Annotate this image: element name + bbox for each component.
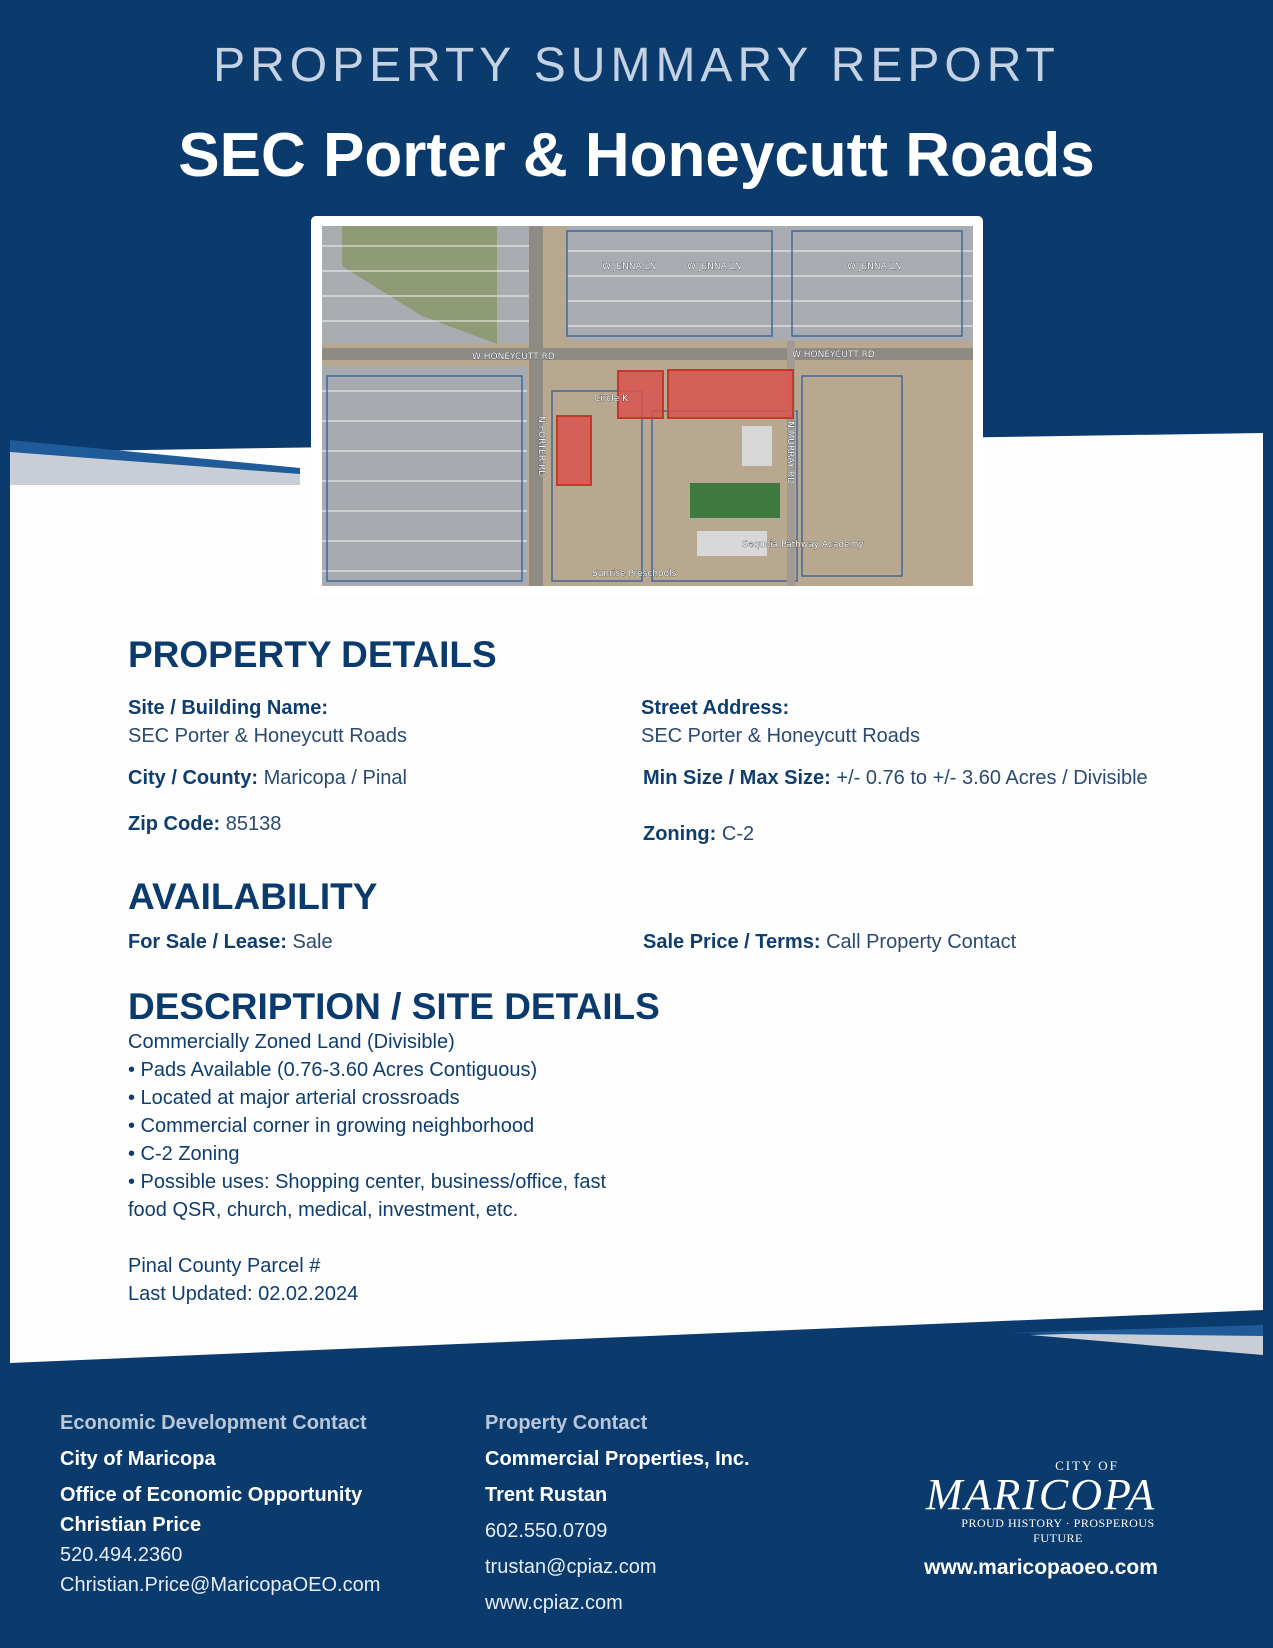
size-value: +/- 0.76 to +/- 3.60 Acres / Divisible — [836, 767, 1148, 789]
property-website-link[interactable]: www.cpiaz.com — [485, 1592, 623, 1614]
street-address-value: SEC Porter & Honeycutt Roads — [641, 725, 921, 747]
zoning-label: Zoning: — [643, 823, 717, 845]
zoning-value: C-2 — [721, 823, 755, 845]
property-email-link[interactable]: trustan@cpiaz.com — [485, 1556, 657, 1578]
sale-price-label: Sale Price / Terms: — [643, 931, 821, 953]
sale-price-field — [643, 928, 1178, 956]
property-title: SEC Porter & Honeycutt Roads — [178, 121, 1095, 190]
property-contact-block — [485, 1408, 845, 1618]
econ-phone[interactable]: 520.494.2360 — [60, 1544, 183, 1566]
city-county-label: City / County: — [128, 767, 258, 789]
zip-value: 85138 — [225, 813, 282, 835]
map-label-honeycutt-west: W HONEYCUTT RD — [472, 352, 555, 362]
aerial-map — [322, 226, 973, 586]
logo-tagline: PROUD HISTORY · PROSPEROUS FUTURE — [961, 1516, 1155, 1545]
sale-lease-value: Sale — [292, 931, 333, 953]
logo-name: MARICOPA — [925, 1470, 1157, 1519]
aerial-map-frame — [311, 216, 983, 598]
oeo-website-link[interactable]: www.maricopaoeo.com — [924, 1556, 1158, 1579]
logo-city-of: CITY OF — [1055, 1458, 1119, 1473]
parcel-number: Pinal County Parcel # — [128, 1255, 321, 1277]
description-line: • Possible uses: Shopping center, business/office, fast — [128, 1171, 607, 1193]
site-name-label: Site / Building Name: — [128, 697, 329, 719]
econ-name: Christian Price — [60, 1514, 202, 1536]
site-name-value: SEC Porter & Honeycutt Roads — [128, 725, 408, 747]
property-contact-heading: Property Contact — [485, 1412, 648, 1434]
zip-field — [128, 810, 588, 838]
map-label-jenna-3: W JENNA LN — [847, 262, 902, 272]
econ-office: Office of Economic Opportunity — [60, 1484, 363, 1506]
map-label-murray: N MURRAY RD — [785, 421, 795, 485]
description-body — [128, 1028, 708, 1308]
description-line: Commercially Zoned Land (Divisible) — [128, 1031, 455, 1053]
availability-heading: AVAILABILITY — [128, 876, 378, 917]
street-address-field — [641, 694, 1181, 750]
property-company: Commercial Properties, Inc. — [485, 1448, 750, 1470]
property-phone[interactable]: 602.550.0709 — [485, 1520, 608, 1542]
city-county-value: Maricopa / Pinal — [263, 767, 407, 789]
zoning-field — [643, 820, 1178, 848]
description-line: food QSR, church, medical, investment, etc. — [128, 1199, 519, 1221]
site-name-field — [128, 694, 588, 750]
sale-lease-field — [128, 928, 588, 956]
econ-contact-block — [60, 1408, 460, 1600]
description-heading: DESCRIPTION / SITE DETAILS — [128, 986, 660, 1027]
map-label-jenna-1: W JENNA LN — [602, 262, 657, 272]
sale-price-value: Call Property Contact — [826, 931, 1017, 953]
size-field — [643, 764, 1178, 792]
map-label-honeycutt-east: W HONEYCUTT RD — [792, 350, 875, 360]
econ-contact-heading: Economic Development Contact — [60, 1412, 367, 1434]
zip-label: Zip Code: — [128, 813, 221, 835]
last-updated: Last Updated: 02.02.2024 — [128, 1283, 359, 1305]
city-of-maricopa-logo — [906, 1458, 1176, 1580]
street-address-label: Street Address: — [641, 697, 790, 719]
econ-org: City of Maricopa — [60, 1448, 216, 1470]
map-label-porter: N PORTER RD — [536, 416, 546, 478]
description-line: • Commercial corner in growing neighborhood — [128, 1115, 535, 1137]
description-line: • C-2 Zoning — [128, 1143, 240, 1165]
report-type-heading: PROPERTY SUMMARY REPORT — [213, 39, 1060, 92]
sale-lease-label: For Sale / Lease: — [128, 931, 287, 953]
property-details-heading: PROPERTY DETAILS — [128, 634, 497, 675]
econ-email-link[interactable]: Christian.Price@MaricopaOEO.com — [60, 1574, 381, 1596]
city-county-field — [128, 764, 588, 792]
description-line: • Pads Available (0.76-3.60 Acres Contiguous) — [128, 1059, 538, 1081]
map-label-preschool: Sunrise Preschools — [592, 569, 677, 579]
size-label: Min Size / Max Size: — [643, 767, 831, 789]
description-line: • Located at major arterial crossroads — [128, 1087, 460, 1109]
property-contact-name: Trent Rustan — [485, 1484, 608, 1506]
map-label-jenna-2: W JENNA LN — [687, 262, 742, 272]
map-label-academy: Sequoia Pathway Academy — [742, 540, 864, 550]
map-label-circle-k: Circle K — [594, 394, 629, 404]
